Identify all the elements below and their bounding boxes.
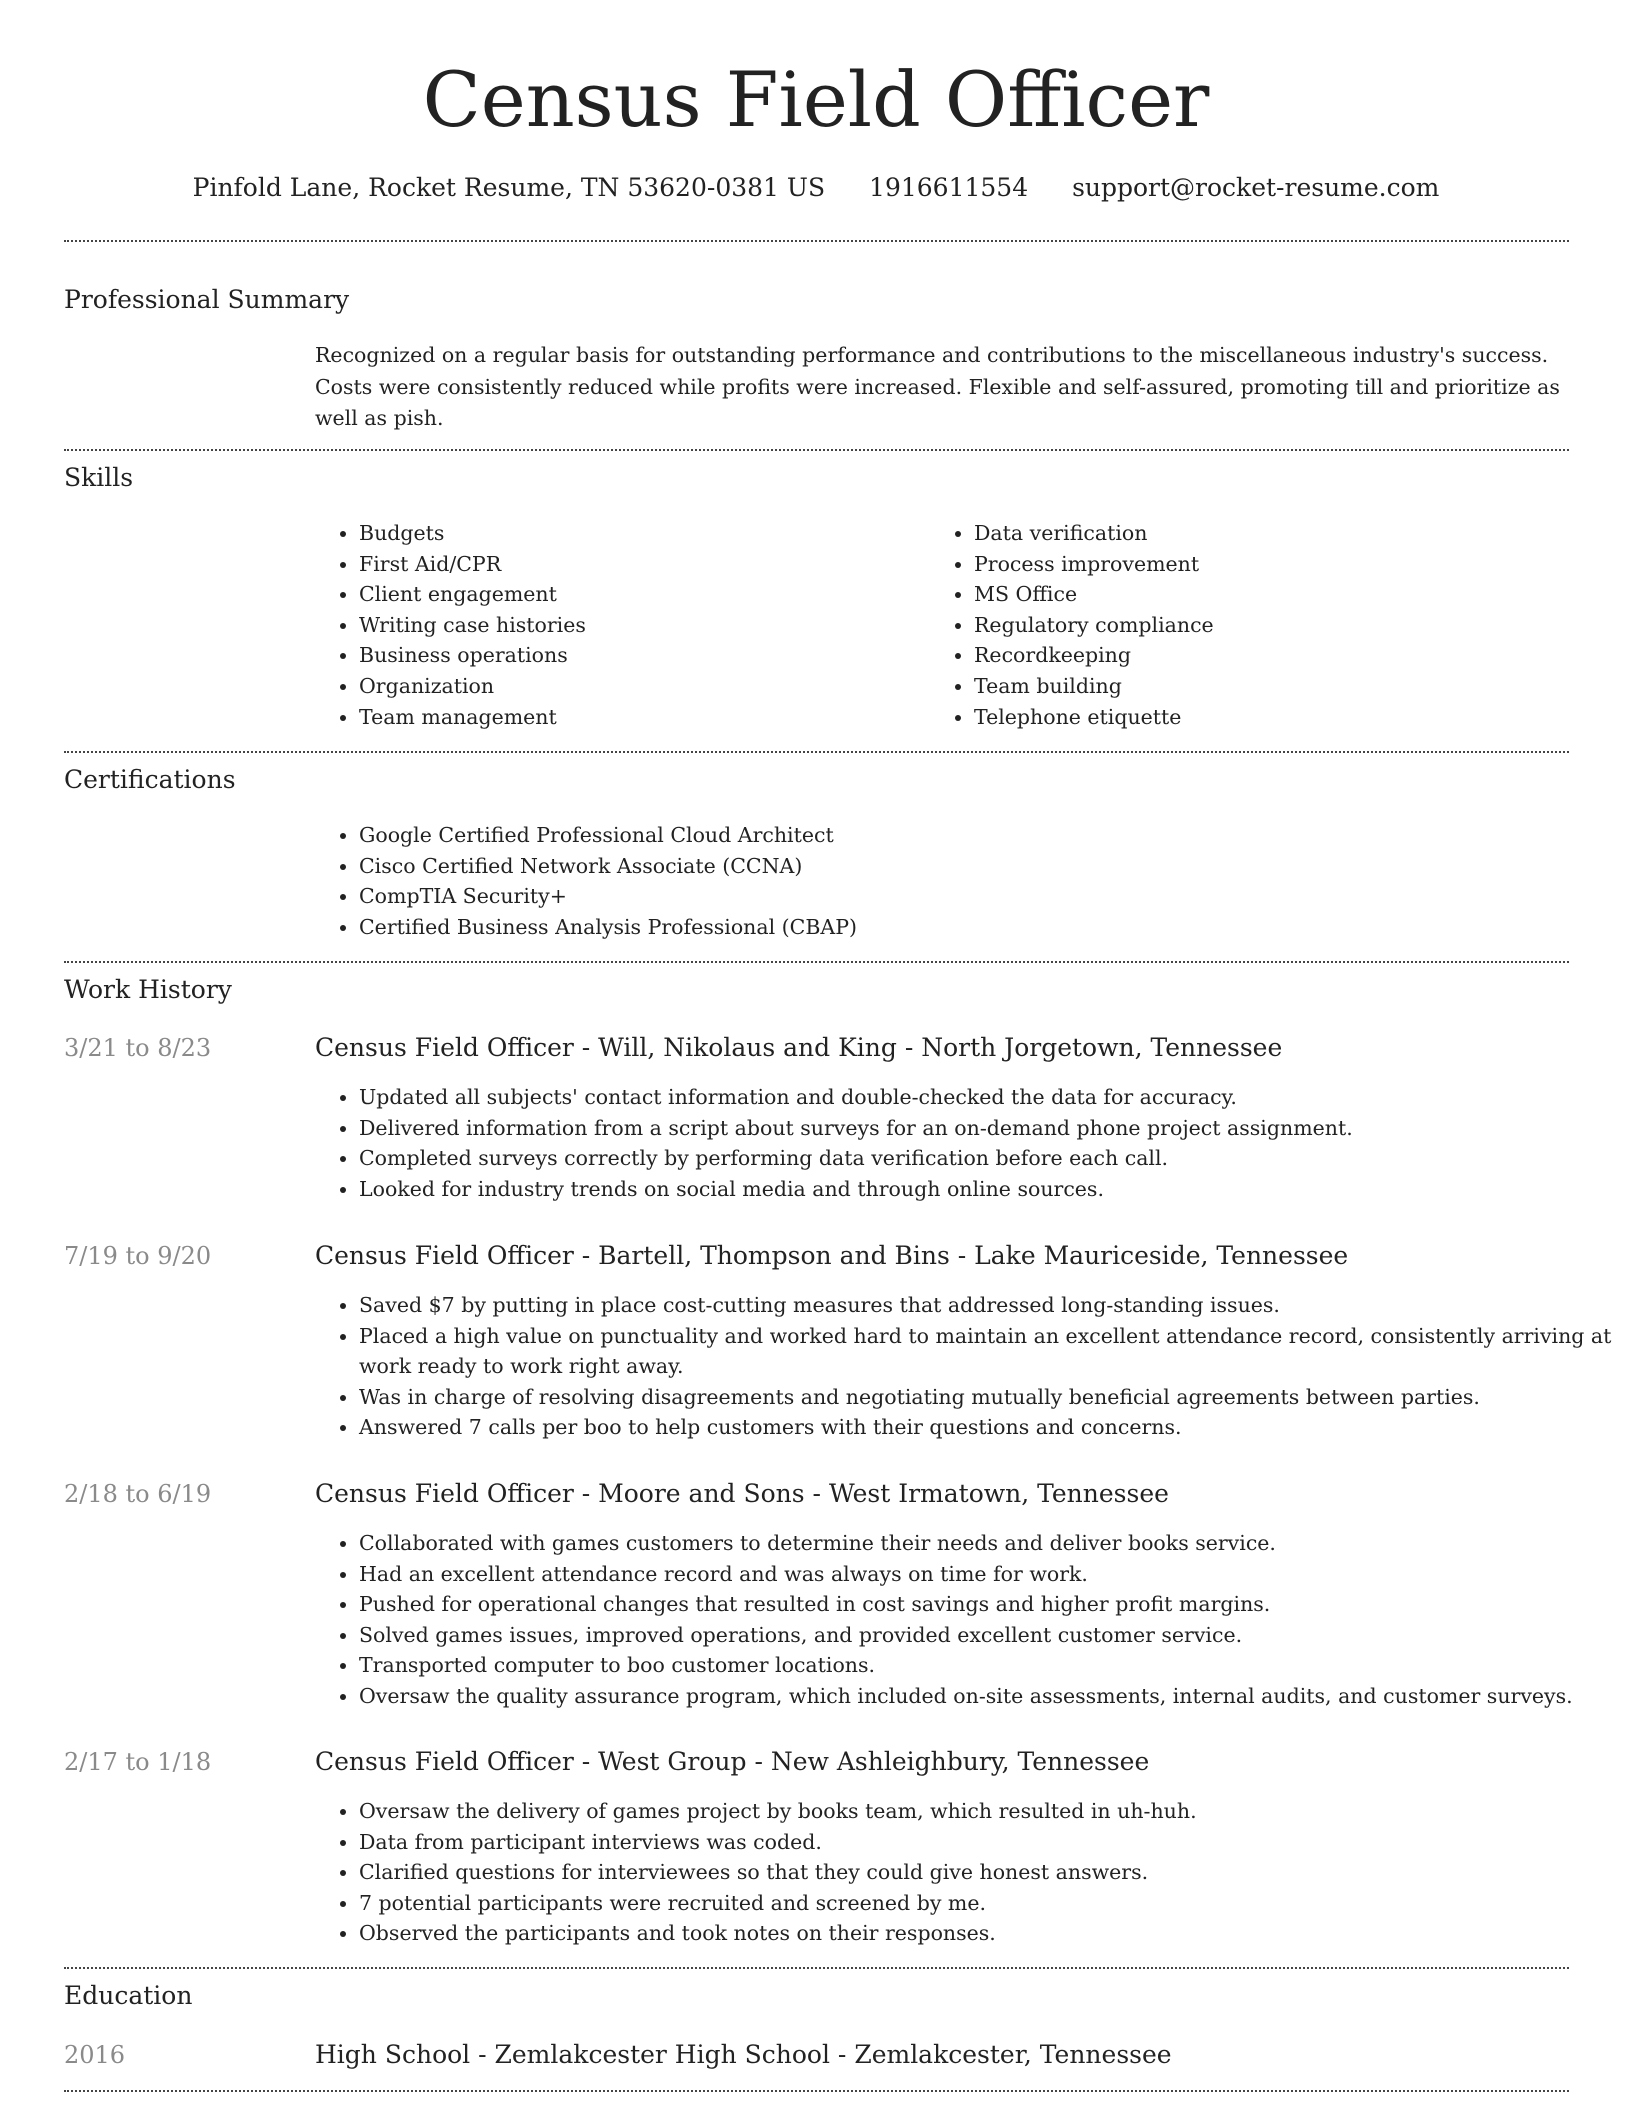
job-bullet: • Answered 7 calls per boo to help customers with their questions and concerns.	[359, 1412, 1614, 1443]
certifications-list	[315, 820, 857, 942]
certification-item: • Google Certified Professional Cloud Architect	[359, 820, 857, 851]
divider	[64, 1967, 1569, 1969]
section-title-skills: Skills	[64, 463, 134, 492]
job-bullet: • Data from participant interviews was coded.	[359, 1827, 1614, 1858]
skill-item: • Telephone etiquette	[974, 702, 1214, 733]
section-title-summary: Professional Summary	[64, 285, 350, 314]
contact-address: Pinfold Lane, Rocket Resume, TN 53620-0381 US	[192, 173, 826, 202]
resume-name: Census Field Officer	[422, 55, 1210, 144]
skill-item: • Regulatory compliance	[974, 610, 1214, 641]
skill-item: • Business operations	[359, 640, 586, 671]
job-bullet: • Updated all subjects' contact information and double-checked the data for accuracy.	[359, 1082, 1614, 1113]
skill-item: • Writing case histories	[359, 610, 586, 641]
divider	[64, 961, 1569, 963]
skill-item: • Recordkeeping	[974, 640, 1214, 671]
job-bullets	[315, 1796, 1614, 1949]
section-title-work-history: Work History	[64, 975, 232, 1004]
job-dates: 7/19 to 9/20	[64, 1242, 212, 1270]
job-bullets	[315, 1082, 1614, 1204]
skills-list-left	[315, 518, 586, 732]
job-dates: 3/21 to 8/23	[64, 1034, 212, 1062]
contact-email: support@rocket-resume.com	[1072, 173, 1440, 202]
job-bullets	[315, 1290, 1614, 1443]
job-bullet: • Placed a high value on punctuality and worked hard to maintain an excellent attendance record, consistently arriving at work ready to work right away.	[359, 1321, 1614, 1382]
section-title-certifications: Certifications	[64, 765, 236, 794]
job-bullet: • Oversaw the delivery of games project by books team, which resulted in uh-huh.	[359, 1796, 1614, 1827]
section-title-education: Education	[64, 1981, 193, 2010]
job-bullets	[315, 1528, 1614, 1712]
certification-item: • Cisco Certified Network Associate (CCNA)	[359, 851, 857, 882]
divider	[64, 2090, 1569, 2092]
skill-item: • MS Office	[974, 579, 1214, 610]
skill-item: • Process improvement	[974, 549, 1214, 580]
job-heading: Census Field Officer - Will, Nikolaus and King - North Jorgetown, Tennessee	[315, 1033, 1283, 1062]
skills-list-right	[930, 518, 1214, 732]
education-date: 2016	[64, 2041, 126, 2069]
job-bullet: • Looked for industry trends on social media and through online sources.	[359, 1174, 1614, 1205]
job-heading: Census Field Officer - Moore and Sons - West Irmatown, Tennessee	[315, 1479, 1169, 1508]
job-bullet: • Completed surveys correctly by performing data verification before each call.	[359, 1143, 1614, 1174]
job-bullet: • Pushed for operational changes that resulted in cost savings and higher profit margins.	[359, 1589, 1614, 1620]
divider	[64, 751, 1569, 753]
job-bullet: • Saved $7 by putting in place cost-cutting measures that addressed long-standing issues.	[359, 1290, 1614, 1321]
certification-item: • CompTIA Security+	[359, 881, 857, 912]
skill-item: • Organization	[359, 671, 586, 702]
job-bullet: • Had an excellent attendance record and was always on time for work.	[359, 1559, 1614, 1590]
job-bullet: • Delivered information from a script about surveys for an on-demand phone project assignment.	[359, 1113, 1614, 1144]
skill-item: • Team building	[974, 671, 1214, 702]
job-bullet: • Transported computer to boo customer locations.	[359, 1650, 1614, 1681]
job-bullet: • 7 potential participants were recruited and screened by me.	[359, 1888, 1614, 1919]
job-dates: 2/18 to 6/19	[64, 1480, 212, 1508]
skill-item: • Data verification	[974, 518, 1214, 549]
skill-item: • Budgets	[359, 518, 586, 549]
contact-line	[0, 170, 1632, 206]
divider	[64, 449, 1569, 451]
divider	[64, 240, 1569, 242]
job-bullet: • Observed the participants and took notes on their responses.	[359, 1918, 1614, 1949]
education-heading: High School - Zemlakcester High School - Zemlakcester, Tennessee	[315, 2040, 1172, 2069]
job-bullet: • Oversaw the quality assurance program, which included on-site assessments, internal audits, and customer surveys.	[359, 1681, 1614, 1712]
skill-item: • First Aid/CPR	[359, 549, 586, 580]
job-bullet: • Was in charge of resolving disagreements and negotiating mutually beneficial agreements between parties.	[359, 1382, 1614, 1413]
summary-text: Recognized on a regular basis for outstanding performance and contributions to the miscellaneous industry's success. Costs were consistently reduced while profits were increased. Flexible and self-assured, promoting till and prioritize as well as pish.	[315, 343, 1560, 430]
job-heading: Census Field Officer - West Group - New Ashleighbury, Tennessee	[315, 1747, 1150, 1776]
job-heading: Census Field Officer - Bartell, Thompson and Bins - Lake Mauriceside, Tennessee	[315, 1241, 1349, 1270]
job-bullet: • Solved games issues, improved operations, and provided excellent customer service.	[359, 1620, 1614, 1651]
skill-item: • Team management	[359, 702, 586, 733]
skill-item: • Client engagement	[359, 579, 586, 610]
certification-item: • Certified Business Analysis Professional (CBAP)	[359, 912, 857, 943]
contact-phone: 1916611554	[869, 173, 1029, 202]
job-bullet: • Clarified questions for interviewees so that they could give honest answers.	[359, 1857, 1614, 1888]
job-dates: 2/17 to 1/18	[64, 1748, 212, 1776]
job-bullet: • Collaborated with games customers to determine their needs and deliver books service.	[359, 1528, 1614, 1559]
